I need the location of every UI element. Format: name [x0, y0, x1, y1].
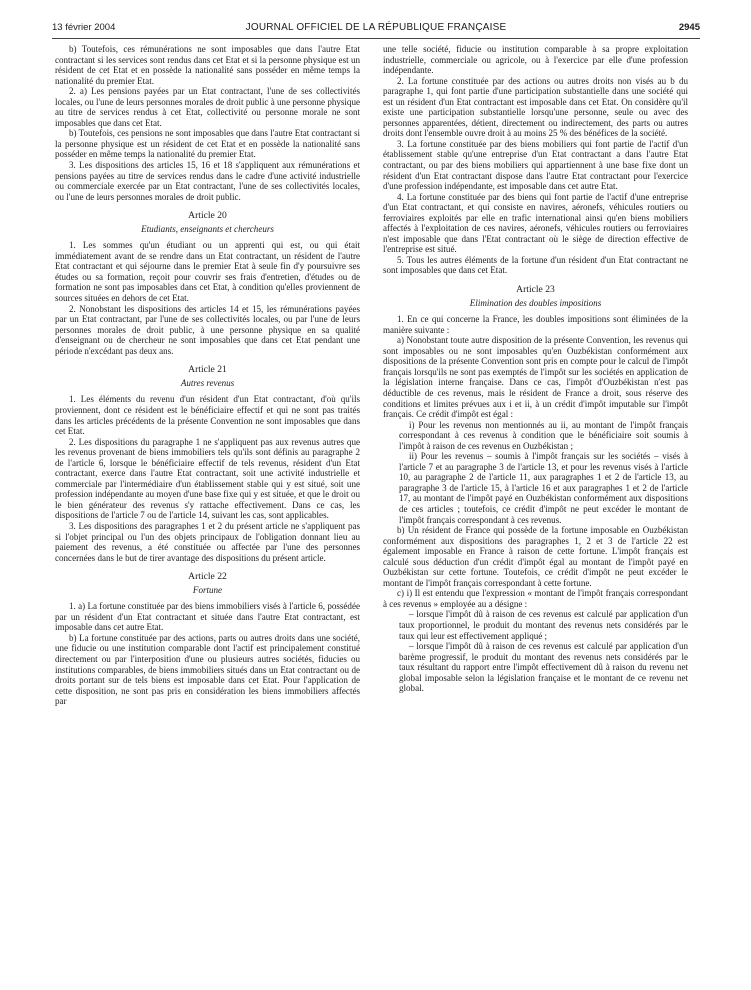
paragraph: i) Pour les revenus non mentionnés au ii, au montant de l'impôt français correspondant à ces revenus à condition que le bénéficiaire soit soumis à l'impôt à raison de ces revenus en Ouzbékistan ; [399, 419, 688, 451]
paragraph: 1. Les sommes qu'un étudiant ou un apprenti qui est, ou qui était immédiatement avant de se rendre dans un Etat contractant, un résident de l'autre Etat contractant et qui séjourne dans le premier Etat à seule fin d'y poursuivre ses études ou sa formation, reçoit pour couvrir ses frais d'entretien, d'études ou de formation ne sont pas imposables dans cet Etat, à condition qu'elles proviennent de sources situées en dehors de cet Etat. [55, 240, 360, 304]
paragraph: – lorsque l'impôt dû à raison de ces revenus est calculé par application d'un taux proportionnel, le produit du montant des revenus nets considérés par le taux qui leur est effectivement appliqué ; [399, 609, 688, 641]
article-22-subtitle: Fortune [192, 584, 223, 595]
paragraph: 5. Tous les autres éléments de la fortune d'un résident d'un Etat contractant ne sont imposables que dans cet Etat. [383, 254, 688, 276]
paragraph: 2. a) Les pensions payées par un Etat contractant, l'une de ses collectivités locales, ou l'une de leurs personnes morales de droit public à une personne physique au titre de services rendus à cet Etat, collectivité ou personne morale ne sont imposables que dans cet Etat. [55, 86, 360, 128]
header-date: 13 février 2004 [52, 22, 116, 33]
paragraph: 1. Les éléments du revenu d'un résident d'un Etat contractant, d'où qu'ils proviennent, dont ce résident est le bénéficiaire effectif et qui ne sont pas traités dans les articles précédents de la présente Convention ne sont imposables que dans cet Etat. [55, 394, 360, 437]
paragraph: 3. Les dispositions des articles 15, 16 et 18 s'appliquent aux rémunérations et pensions payées au titre de services rendus dans le cadre d'une activité industrielle ou commerciale exercée par un Etat contractant, l'une de ses collectivités locales, ou l'une de leurs personnes morales de droit public. [55, 160, 360, 202]
paragraph: b) La fortune constituée par des actions, parts ou autres droits dans une société, une fiducie ou une institution comparable dont l'actif est principalement constitué directement ou par l'interposition d'une ou plusieurs autres sociétés, fiducies ou institutions comparables, de biens immobiliers situés dans un Etat contractant ou de droits portant sur de tels biens est imposable dans cet Etat. Pour l'application de cette disposition, ne sont pas pris en considération les biens immobiliers affectés par [55, 632, 360, 707]
paragraph: a) Nonobstant toute autre disposition de la présente Convention, les revenus qui sont imposables ou ne sont imposables qu'en Ouzbékistan conformément aux dispositions de la présente Convention sont pris en compte pour le calcul de l'impôt français lorsqu'ils ne sont pas exemptés de l'impôt sur les sociétés en application de la législation interne française. Dans ce cas, l'impôt d'Ouzbékistan n'est pas déductible de ces revenus, mais le résident de France a droit, sous réserve des conditions et limites prévues aux i et ii, à un crédit d'impôt imputable sur l'impôt français. Ce crédit d'impôt est égal : [383, 335, 688, 420]
article-23-heading: Article 23 [516, 284, 555, 296]
paragraph: une telle société, fiducie ou institution comparable à sa propre exploitation industrielle, commerciale ou agricole, ou à l'exercice par elle d'une profession indépendante. [383, 44, 688, 76]
page-header [52, 22, 700, 36]
paragraph: b) Toutefois, ces pensions ne sont imposables que dans l'autre Etat contractant si la personne physique est un résident de cet Etat et en possède la nationalité sans posséder en même temps la nationalité du premier Etat. [55, 128, 361, 160]
paragraph: 1. En ce qui concerne la France, les doubles impositions sont éliminées de la manière suivante : [383, 314, 688, 335]
paragraph: 2. Nonobstant les dispositions des articles 14 et 15, les rémunérations payées par un Etat contractant, par l'une de ses collectivités locales, ou par l'une de leurs personnes morales de droit public, à une personne physique en sa qualité d'enseignant ou de chercheur ne sont imposables que dans cet Etat pendant une période n'excédant pas deux ans. [55, 303, 360, 356]
paragraph: ii) Pour les revenus – soumis à l'impôt français sur les sociétés – visés à l'article 7 et au paragraphe 3 de l'article 13, et pour les revenus visés à l'article 10, au paragraphe 2 de l'article 11, aux paragraphes 1 et 2 de l'article 13, au paragraphe 3 de l'article 15, à l'article 16 et aux paragraphes 1 et 2 de l'article 17, au montant de l'impôt payé en Ouzbékistan conformément aux dispositions de ces articles ; toutefois, ce crédit d'impôt ne peut excéder le montant de l'impôt français correspondant à ces revenus. [399, 451, 688, 525]
paragraph: – lorsque l'impôt dû à raison de ces revenus est calculé par application d'un barème progressif, le produit du montant des revenus nets considérés par le taux résultant du rapport entre l'impôt effectivement dû à raison du revenu net global imposable selon la législation française et le montant de ce revenu net global. [399, 641, 688, 694]
paragraph: b) Un résident de France qui possède de la fortune imposable en Ouzbékistan conformément aux dispositions des paragraphes 1, 2 et 3 de l'article 22 est également imposable en France à raison de cette fortune. L'impôt français est calculé sous déduction d'un crédit d'impôt égal au montant de l'impôt payé en Ouzbékistan sur cette fortune. Toutefois, ce crédit d'impôt ne peut excéder le montant de l'impôt français correspondant à cette fortune. [383, 525, 688, 588]
header-journal-title: JOURNAL OFFICIEL DE LA RÉPUBLIQUE FRANÇAISE [245, 22, 507, 33]
paragraph: b) Toutefois, ces rémunérations ne sont imposables que dans l'autre Etat contractant si les services sont rendus dans cet Etat et si la personne physique est un résident de cet Etat et en possède la nationalité sans posséder en même temps la nationalité du premier Etat. [55, 44, 360, 86]
header-page-number: 2945 [678, 22, 700, 33]
article-22-heading: Article 22 [188, 571, 227, 583]
paragraph: 1. a) La fortune constituée par des biens immobiliers visés à l'article 6, possédée par un résident d'un Etat contractant et située dans l'autre Etat contractant, est imposable dans cet autre Etat. [55, 601, 360, 633]
article-20-subtitle: Etudiants, enseignants et chercheurs [141, 223, 274, 234]
paragraph: 4. La fortune constituée par des biens qui font partie de l'actif d'une entreprise d'un Etat contractant, et qui consiste en navires, aéronefs, véhicules routiers ou ferroviaires exploités par elle en trafic international ainsi qu'en biens mobiliers affectés à l'exploitation de ces navires, aéronefs, véhicules routiers ou ferroviaires n'est imposable que dans l'Etat contractant où le siège de direction effective de l'entreprise est situé. [383, 191, 688, 255]
article-21-subtitle: Autres revenus [180, 377, 235, 388]
paragraph: 3. Les dispositions des paragraphes 1 et 2 du présent article ne s'appliquent pas si l'objet principal ou l'un des objets principaux de l'obligation donnant lieu au paiement des revenus, a été constituée ou affectée par l'une des personnes concernées dans le but de tirer avantage des dispositions du présent article. [55, 520, 360, 563]
article-20-heading: Article 20 [188, 210, 227, 222]
right-column [383, 44, 688, 694]
paragraph: 2. La fortune constituée par des actions ou autres droits non visés au b du paragraphe 1, qui font partie d'une participation substantielle dans une société qui est un résident d'un Etat contractant est imposable dans cet Etat. On considère qu'il existe une participation substantielle lorsqu'une personne, seule ou avec des personnes apparentées, détient, directement ou indirectement, des parts ou autres droits dont l'ensemble ouvre droit à au moins 25 % des bénéfices de la société. [383, 75, 688, 139]
header-rule [52, 38, 700, 39]
paragraph: c) i) Il est entendu que l'expression « montant de l'impôt français correspondant à ces revenus » employée au a désigne : [383, 588, 688, 609]
article-23-subtitle: Elimination des doubles impositions [469, 297, 602, 308]
left-column [55, 44, 360, 707]
article-21-heading: Article 21 [188, 364, 227, 376]
paragraph: 3. La fortune constituée par des biens mobiliers qui font partie de l'actif d'un établissement stable qu'une entreprise d'un Etat contractant a dans l'autre Etat contractant, ou par des biens mobiliers qui appartiennent à une base fixe dont un résident d'un Etat contractant dispose dans l'autre Etat contractant pour l'exercice d'une profession indépendante, est imposable dans cet autre Etat. [383, 138, 688, 192]
paragraph: 2. Les dispositions du paragraphe 1 ne s'appliquent pas aux revenus autres que les revenus provenant de biens immobiliers tels qu'ils sont définis au paragraphe 2 de l'article 6, lorsque le bénéficiaire effectif de tels revenus, résident d'un Etat contractant, exerce dans l'autre Etat contractant, soit une activité industrielle et commerciale par l'intermédiaire d'un établissement stable qui y est situé, soit une profession indépendante au moyen d'une base fixe qui y est située, et que le droit ou le bien générateur des revenus s'y rattache effectivement. Dans ce cas, les dispositions de l'article 7 ou de l'article 14, suivant les cas, sont applicables. [55, 436, 360, 521]
